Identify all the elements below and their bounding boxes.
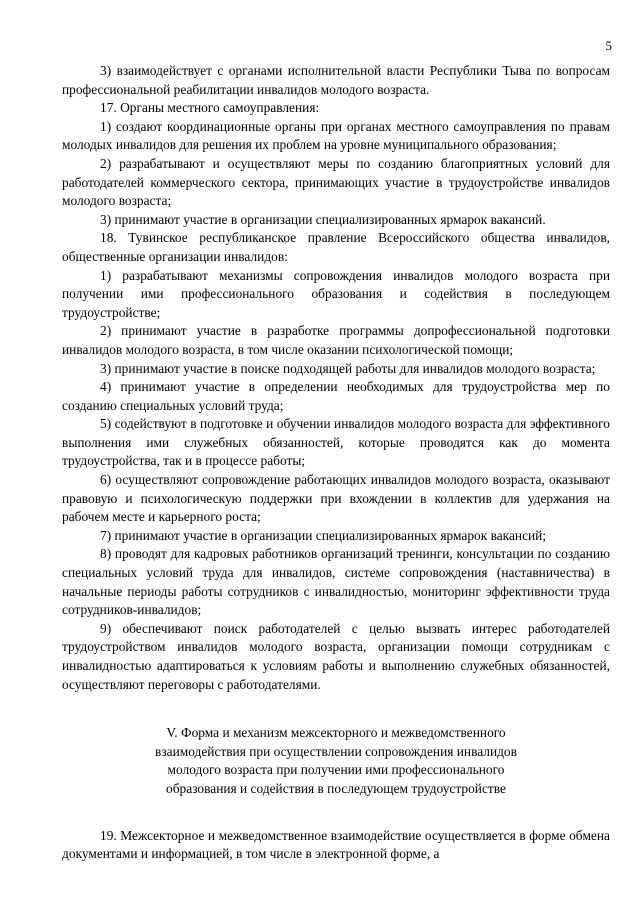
- document-body: [62, 62, 610, 864]
- paragraph-item-17-3: 3) принимают участие в организации специализированных ярмарок вакансий.: [100, 211, 546, 227]
- paragraph-item-18-7: 7) принимают участие в организации специализированных ярмарок вакансий;: [100, 527, 547, 543]
- paragraph-item-18-8: 8) проводят для кадровых работников организаций тренинги, консультации по созданию специальных условий труда для инвалидов, системе сопровождения (наставничества) в начальные периоды работы сотрудников с инвалидностью, мониторинг эффективности труда сотрудников-инвалидов;: [62, 546, 610, 618]
- paragraph-item-16-3: 3) взаимодействует с органами исполнительной власти Республики Тыва по вопросам профессиональной реабилитации инвалидов молодого возраста.: [62, 63, 610, 97]
- section-heading-line: образования и содействия в последующем трудоустройстве: [166, 780, 506, 796]
- paragraph-section-17: 17. Органы местного самоуправления:: [100, 100, 320, 116]
- paragraph-item-18-1: 1) разрабатывают механизмы сопровождения инвалидов молодого возраста при получении ими профессионального образования и содействия в последующем трудоустройстве;: [62, 267, 610, 320]
- paragraph-section-18: 18. Тувинское республиканское правление Всероссийского общества инвалидов, общественные организации инвалидов:: [62, 230, 610, 264]
- section-heading-line: V. Форма и механизм межсекторного и межведомственного: [166, 725, 506, 741]
- paragraph-item-18-9: 9) обеспечивают поиск работодателей с целью вызвать интерес работодателей трудоустройством инвалидов молодого возраста, организации помощи сотрудникам с инвалидностью адаптироваться к условиям работы и выполнению служебных обязанностей, осуществляют переговоры с работодателями.: [62, 620, 610, 692]
- paragraph-item-18-5: 5) содействуют в подготовке и обучении инвалидов молодого возраста для эффективного выполнения ими служебных обязанностей, которые проводятся как до момента трудоустройства, так и в процессе работы;: [62, 416, 610, 469]
- paragraph-item-18-3: 3) принимают участие в поиске подходящей работы для инвалидов молодого возраста;: [100, 360, 596, 376]
- paragraph-item-18-4: 4) принимают участие в определении необходимых для трудоустройства мер по созданию специальных условий труда;: [62, 379, 610, 413]
- paragraph-item-17-2: 2) разрабатывают и осуществляют меры по созданию благоприятных условий для работодателей коммерческого сектора, принимающих участие в трудоустройстве инвалидов молодого возраста;: [62, 155, 610, 209]
- section-heading: [62, 724, 610, 798]
- paragraph-item-17-1: 1) создают координационные органы при органах местного самоуправления по правам молодых инвалидов для решения их проблем на уровне муниципального образования;: [62, 118, 610, 153]
- paragraph-item-18-6: 6) осуществляют сопровождение работающих инвалидов молодого возраста, оказывают правовую и психологическую поддержки при вхождении в коллектив для удержания на рабочем месте и карьерного роста;: [62, 472, 610, 525]
- page-number: 5: [605, 38, 612, 53]
- section-heading-line: взаимодействия при осуществлении сопровождения инвалидов: [155, 743, 517, 759]
- paragraph-section-19: 19. Межсекторное и межведомственное взаимодействие осуществляется в форме обмена документами и информацией, в том числе в электронной форме, а: [62, 827, 610, 862]
- paragraph-item-18-2: 2) принимают участие в разработке программы допрофессиональной подготовки инвалидов молодого возраста, в том числе оказании психологической помощи;: [62, 323, 610, 357]
- section-heading-line: молодого возраста при получении ими профессионального: [167, 762, 505, 778]
